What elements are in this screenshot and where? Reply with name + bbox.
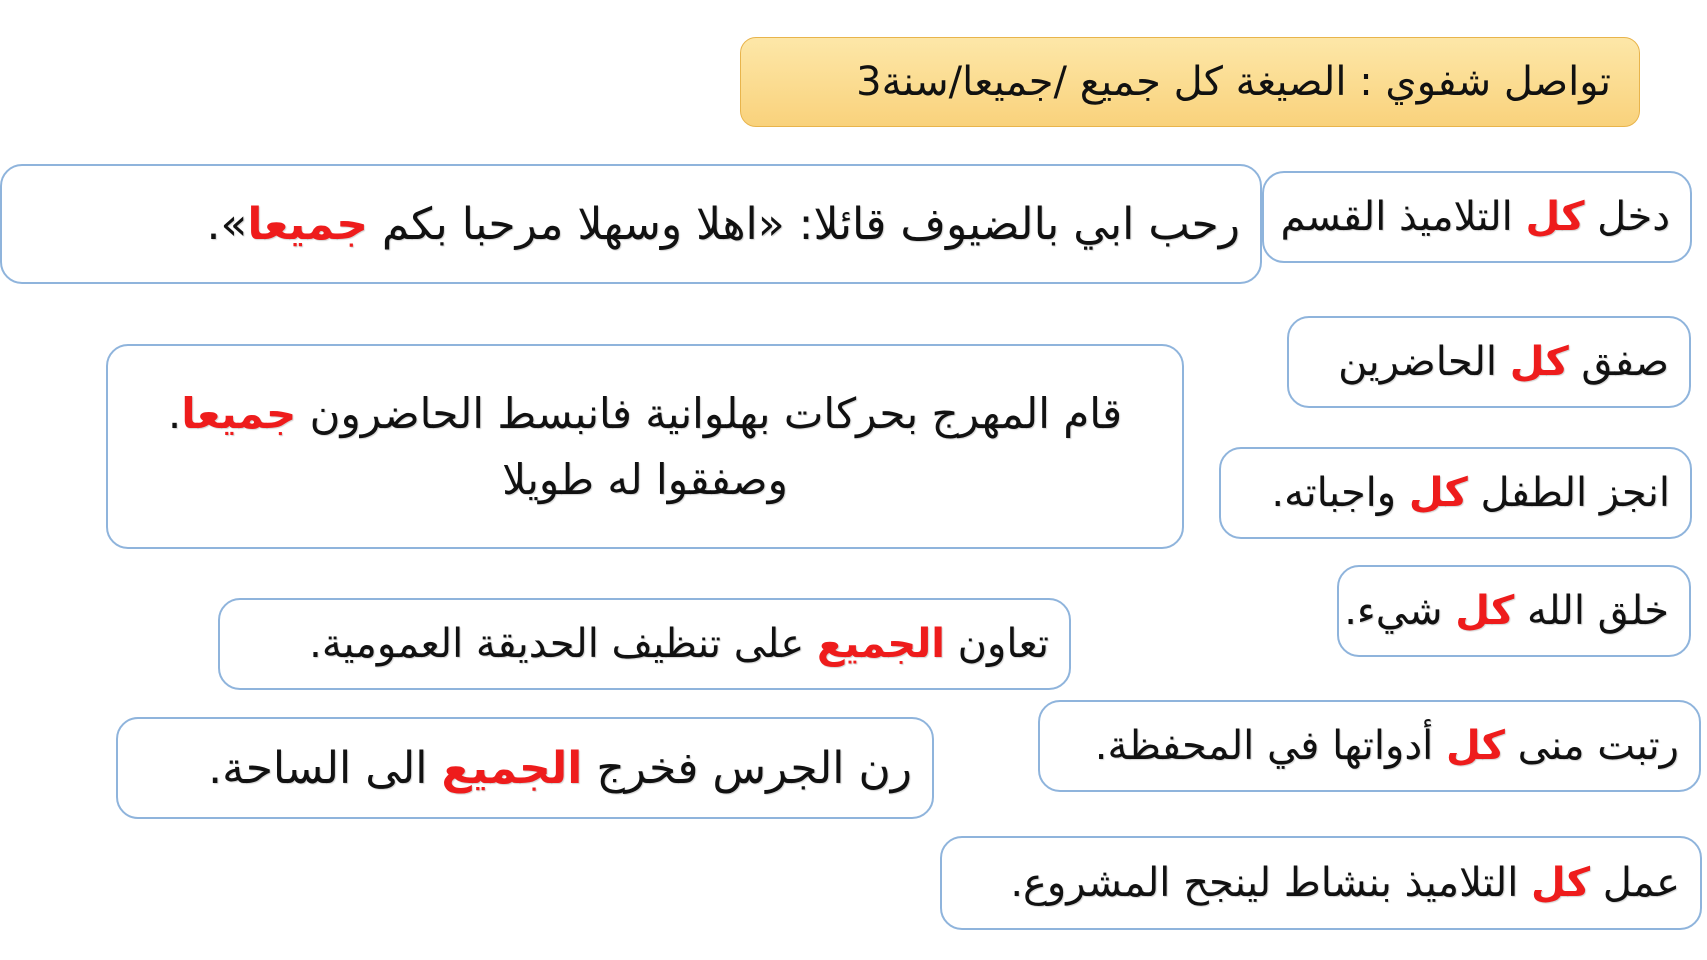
sentence-box-6: [1337, 565, 1691, 657]
sentence-box-3: [1287, 316, 1691, 408]
sentence-4-line-2: وصفقوا له طويلا: [502, 454, 788, 504]
sentence-10-text: عمل كل التلاميذ بنشاط لينجح المشروع.: [1010, 860, 1680, 906]
keyword-highlight: كل: [1531, 860, 1590, 906]
keyword-highlight: الجميع: [441, 742, 583, 794]
page-title-text: تواصل شفوي : الصيغة كل جميع /جميعا/سنة3: [856, 59, 1611, 105]
sentence-1-text: دخل كل التلاميذ القسم: [1280, 194, 1670, 240]
sentence-5-text: انجز الطفل كل واجباته.: [1271, 470, 1670, 516]
sentence-9-text: رن الجرس فخرج الجميع الى الساحة.: [208, 742, 912, 794]
sentence-7-text: تعاون الجميع على تنظيف الحديقة العمومية.: [309, 621, 1049, 667]
sentence-box-8: [1038, 700, 1701, 792]
keyword-highlight: كل: [1455, 588, 1515, 634]
sentence-2-text: رحب ابي بالضيوف قائلا: «اهلا وسهلا مرحبا بكم جميعا».: [206, 198, 1240, 250]
sentence-4-line-1: قام المهرج بحركات بهلوانية فانبسط الحاضرون جميعا.: [167, 389, 1123, 439]
sentence-8-text: رتبت منى كل أدواتها في المحفظة.: [1094, 723, 1679, 769]
page-title: [740, 37, 1640, 127]
keyword-highlight: كل: [1408, 470, 1468, 516]
keyword-highlight: الجميع: [816, 621, 945, 667]
sentence-box-7: [218, 598, 1071, 690]
sentence-box-5: [1219, 447, 1692, 539]
sentence-6-text: خلق الله كل شيء.: [1344, 588, 1669, 634]
sentence-box-1: [1262, 171, 1692, 263]
keyword-highlight: كل: [1525, 194, 1585, 240]
keyword-highlight: كل: [1509, 339, 1569, 385]
keyword-highlight: كل: [1445, 723, 1505, 769]
keyword-highlight: جميعا: [247, 198, 368, 250]
sentence-3-text: صفق كل الحاضرين: [1338, 339, 1669, 385]
sentence-box-4: [106, 344, 1184, 549]
sentence-box-10: [940, 836, 1702, 930]
sentence-box-9: [116, 717, 934, 819]
keyword-highlight: جميعا: [181, 389, 297, 439]
sentence-box-2: [0, 164, 1262, 284]
